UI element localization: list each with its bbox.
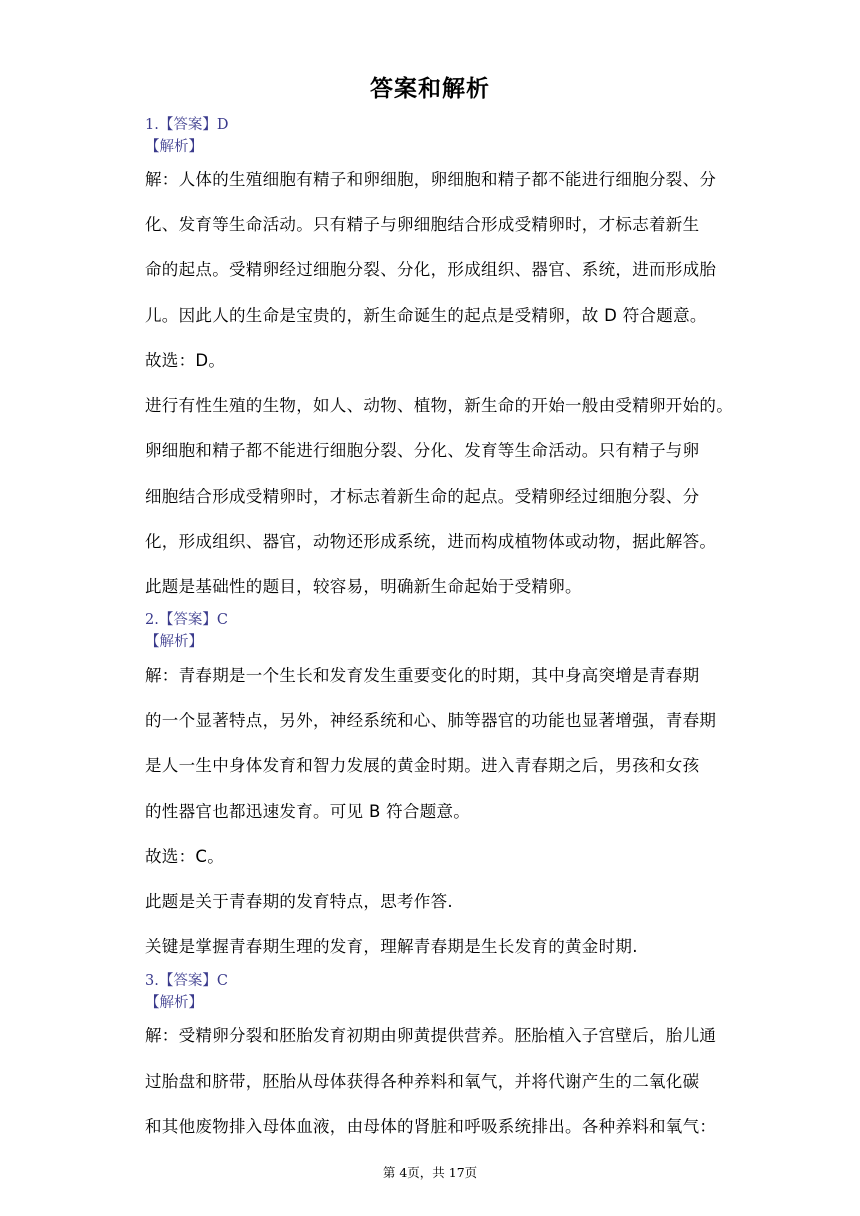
q3-answer: 3.【答案】C: [145, 973, 228, 989]
q2-line: 的一个显著特点，另外，神经系统和心、肺等器官的功能也显著增强，青春期: [145, 711, 717, 730]
q1-analysis-label: 【解析】: [145, 139, 203, 155]
q1-line: 化，形成组织、器官，动物还形成系统，进而构成植物体或动物，据此解答。: [145, 532, 717, 551]
q1-answer: 1.【答案】D: [145, 117, 229, 133]
q1-line: 卵细胞和精子都不能进行细胞分裂、分化、发育等生命活动。只有精子与卵: [145, 441, 700, 460]
q2-line: 解：青春期是一个生长和发育发生重要变化的时期，其中身高突增是青春期: [145, 666, 700, 685]
q3-line: 解：受精卵分裂和胚胎发育初期由卵黄提供营养。胚胎植入子宫壁后，胎儿通: [145, 1026, 717, 1045]
q2-analysis-label: 【解析】: [145, 634, 203, 650]
q1-line: 细胞结合形成受精卵时，才标志着新生命的起点。受精卵经过细胞分裂、分: [145, 487, 700, 506]
q1-line: 儿。因此人的生命是宝贵的，新生命诞生的起点是受精卵，故 D 符合题意。: [145, 306, 707, 325]
q2-line: 的性器官也都迅速发育。可见 B 符合题意。: [145, 802, 471, 821]
q2-answer: 2.【答案】C: [145, 612, 228, 628]
q2-line: 关键是掌握青春期生理的发育，理解青春期是生长发育的黄金时期.: [145, 937, 638, 956]
q1-line: 命的起点。受精卵经过细胞分裂、分化，形成组织、器官、系统，进而形成胎: [145, 260, 717, 279]
page-title: 答案和解析: [370, 76, 490, 102]
page-footer: 第 4页，共 17页: [382, 1165, 478, 1180]
q1-line: 进行有性生殖的生物，如人、动物、植物，新生命的开始一般由受精卵开始的。: [145, 396, 733, 415]
q1-line: 解：人体的生殖细胞有精子和卵细胞，卵细胞和精子都不能进行细胞分裂、分: [145, 170, 717, 189]
q2-line: 此题是关于青春期的发育特点，思考作答.: [145, 892, 453, 911]
q1-line: 故选：D。: [145, 351, 226, 370]
q1-line: 此题是基础性的题目，较容易，明确新生命起始于受精卵。: [145, 577, 582, 596]
q2-line: 故选：C。: [145, 847, 225, 866]
q1-line: 化、发育等生命活动。只有精子与卵细胞结合形成受精卵时，才标志着新生: [145, 215, 700, 234]
q3-line: 和其他废物排入母体血液，由母体的肾脏和呼吸系统排出。各种养料和氧气：: [145, 1117, 717, 1136]
q3-line: 过胎盘和脐带，胚胎从母体获得各种养料和氧气，并将代谢产生的二氧化碳: [145, 1072, 700, 1091]
q2-line: 是人一生中身体发育和智力发展的黄金时期。进入青春期之后，男孩和女孩: [145, 756, 700, 775]
q3-analysis-label: 【解析】: [145, 995, 203, 1011]
